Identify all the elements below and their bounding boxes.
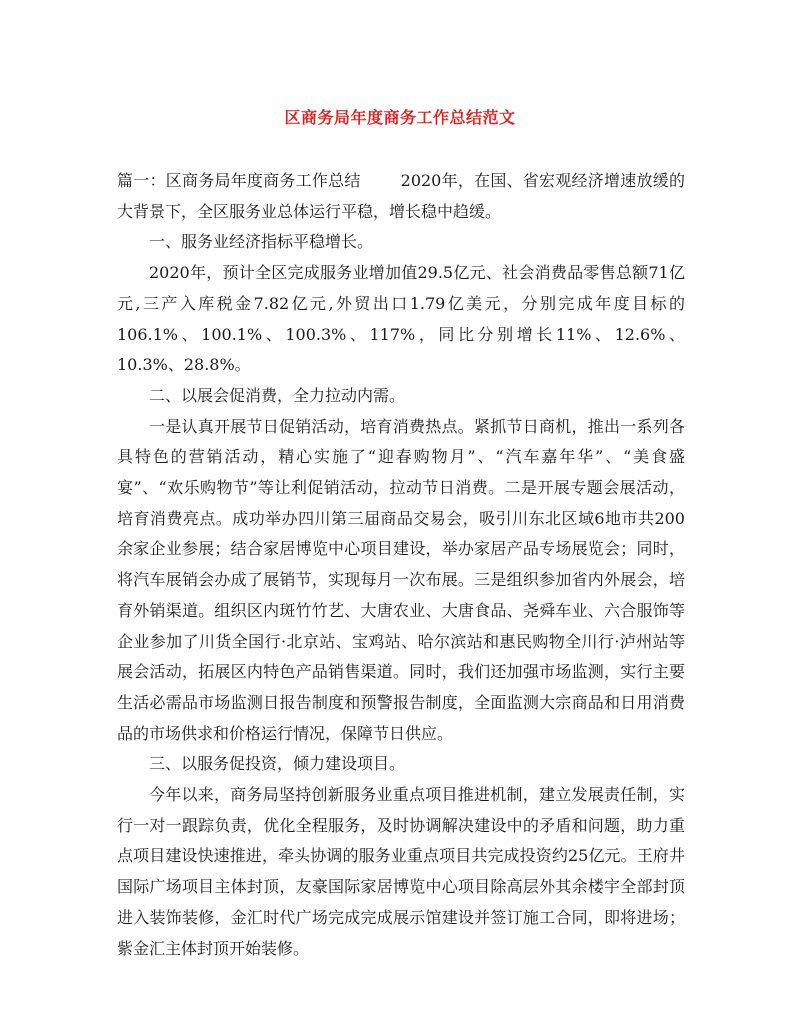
body-paragraph-3: 今年以来，商务局坚持创新服务业重点项目推进机制，建立发展责任制，实行一对一跟踪负责，优化全程服务，及时协调解决建设中的矛盾和问题，助力重点项目建设快速推进，牵头协调的服务业重点项目共完成投资约25亿元。王府井国际广场项目主体封顶，友豪国际家居博览中心项目除高层外其余楼宇全部封顶进入装饰装修，金汇时代广场完成完成展示馆建设并签订施工合同，即将进场；紫金汇主体封顶开始装修。 [117, 785, 685, 958]
body-paragraph-2: 一是认真开展节日促销活动，培育消费热点。紧抓节日商机，推出一系列各具特色的营销活动，精心实施了“迎春购物月”、“汽车嘉年华”、“美食盛宴”、“欢乐购物节”等让利促销活动，拉动节日消费。二是开展专题会展活动，培育消费亮点。成功举办四川第三届商品交易会，吸引川东北区域6地市共200余家企业参展；结合家居博览中心项目建设，举办家居产品专场展览会；同时，将汽车展销会办成了展销节，实现每月一次布展。三是组织参加省内外展会，培育外销渠道。组织区内斑竹竹艺、大唐农业、大唐食品、尧舜车业、六合服饰等企业参加了川货全国行·北京站、宝鸡站、哈尔滨站和惠民购物全川行·泸州站等展会活动，拓展区内特色产品销售渠道。同时，我们还加强市场监测，实行主要生活必需品市场监测日报告制度和预警报告制度，全面监测大宗商品和日用消费品的市场供求和价格运行情况，保障节日供应。 [117, 416, 685, 743]
intro-paragraph [117, 166, 685, 227]
section-heading-2: 二、以展会促消费，全力拉动内需。 [149, 385, 406, 405]
section-heading-1: 一、服务业经济指标平稳增长。 [149, 232, 374, 252]
document-title: 区商务局年度商务工作总结范文 [284, 108, 516, 127]
intro-label: 篇一：区商务局年度商务工作总结 [117, 171, 361, 190]
section-heading-3: 三、以服务促投资，倾力建设项目。 [149, 754, 406, 774]
document-body [117, 166, 685, 964]
intro-text: 2020年，在国、省宏观经济增速放缓的大背景下，全区服务业总体运行平稳，增长稳中趋缓。 [117, 171, 685, 221]
body-paragraph-1: 2020年，预计全区完成服务业增加值29.5亿元、社会消费品零售总额71亿元,三产入库税金7.82亿元,外贸出口1.79亿美元，分别完成年度目标的106.1%、100.1%、100.3%、117%，同比分别增长11%、12.6%、10.3%、28.8%。 [117, 263, 685, 375]
